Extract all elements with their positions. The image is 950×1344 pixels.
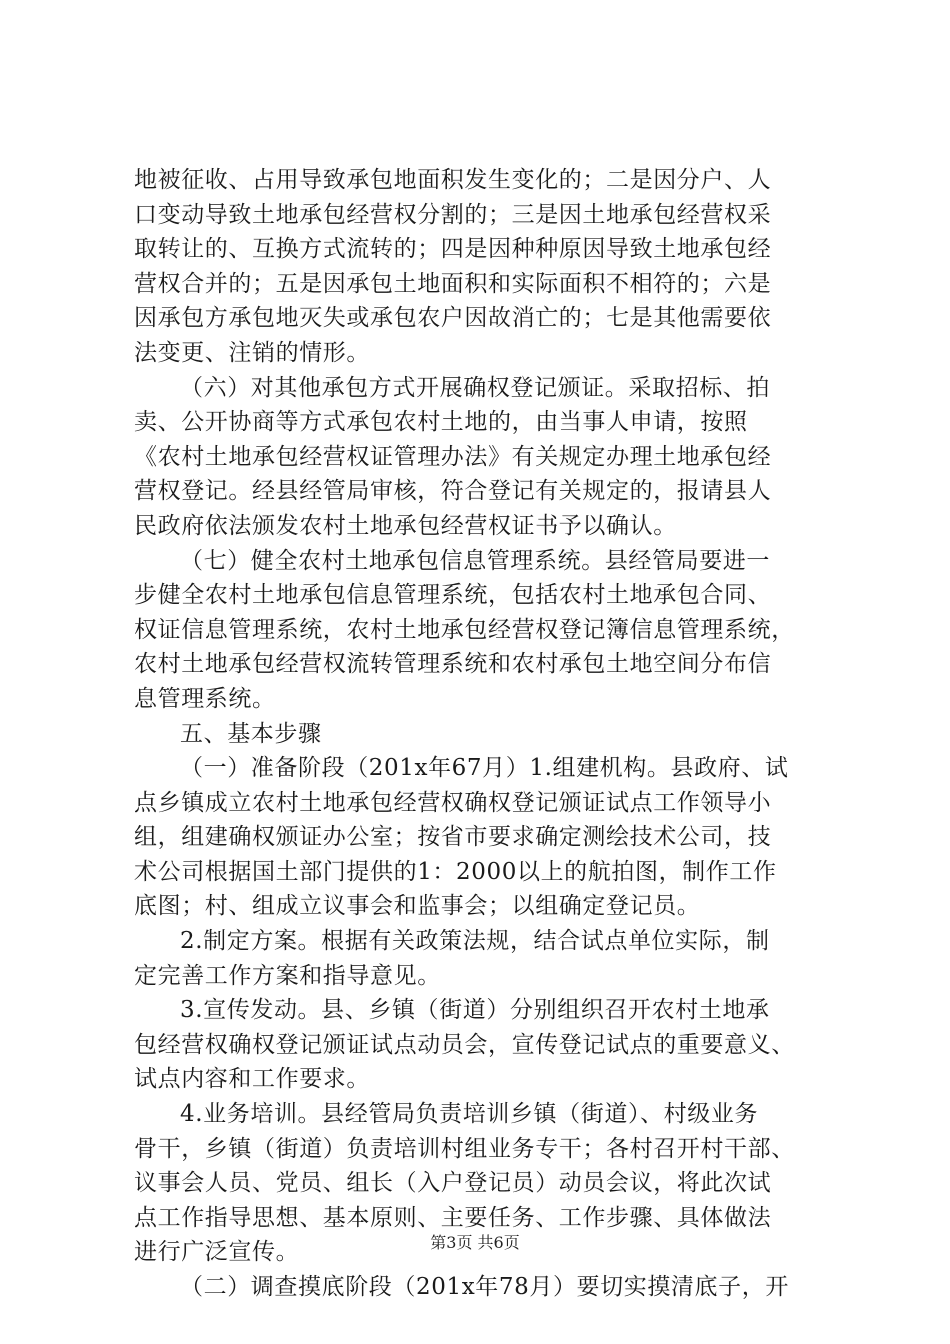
text-line: 骨干，乡镇（街道）负责培训村组业务专干；各村召开村干部、 bbox=[134, 1135, 795, 1162]
text-line: 术公司根据国土部门提供的1：2000以上的航拍图，制作工作 bbox=[134, 858, 777, 885]
text-line: 营权登记。经县经管局审核，符合登记有关规定的，报请县人 bbox=[134, 478, 772, 505]
text-line: 法变更、注销的情形。 bbox=[134, 339, 370, 366]
text-line: 包经营权确权登记颁证试点动员会，宣传登记试点的重要意义、 bbox=[134, 1031, 795, 1058]
text-line: 进行广泛宣传。 bbox=[134, 1239, 300, 1266]
text-line: 步健全农村土地承包信息管理系统，包括农村土地承包合同、 bbox=[134, 582, 772, 609]
text-line: 口变动导致土地承包经营权分割的；三是因土地承包经营权采 bbox=[134, 201, 772, 228]
text-line: 底图；村、组成立议事会和监事会；以组确定登记员。 bbox=[134, 893, 701, 920]
section-heading-6: （六）对其他承包方式开展确权登记颁证。采取招标、拍 bbox=[180, 374, 770, 401]
stage-heading-2: （二）调查摸底阶段（201x年78月）要切实摸清底子，开 bbox=[180, 1274, 789, 1300]
text-line: 因承包方承包地灭失或承包农户因故消亡的；七是其他需要依 bbox=[134, 305, 772, 332]
text-line: 息管理系统。 bbox=[134, 685, 276, 712]
step-item-4: 4.业务培训。县经管局负责培训乡镇（街道）、村级业务 bbox=[180, 1101, 759, 1128]
text-line: 试点内容和工作要求。 bbox=[134, 1066, 370, 1093]
text-line: 定完善工作方案和指导意见。 bbox=[134, 962, 441, 989]
text-line: 营权合并的；五是因承包土地面积和实际面积不相符的；六是 bbox=[134, 270, 772, 297]
chapter-heading: 五、基本步骤 bbox=[180, 720, 322, 747]
text-line: 《农村土地承包经营权证管理办法》有关规定办理土地承包经 bbox=[134, 443, 772, 470]
text-line: 点乡镇成立农村土地承包经营权确权登记颁证试点工作领导小 bbox=[134, 789, 772, 816]
step-item-3: 3.宣传发动。县、乡镇（街道）分别组织召开农村土地承 bbox=[180, 997, 770, 1024]
text-line: 组，组建确权颁证办公室；按省市要求确定测绘技术公司，技 bbox=[134, 824, 772, 851]
text-line: 点工作指导思想、基本原则、主要任务、工作步骤、具体做法 bbox=[134, 1204, 772, 1231]
text-line: 地被征收、占用导致承包地面积发生变化的；二是因分户、人 bbox=[134, 167, 772, 193]
text-line: 议事会人员、党员、组长（入户登记员）动员会议，将此次试 bbox=[134, 1170, 772, 1197]
step-item-2: 2.制定方案。根据有关政策法规，结合试点单位实际，制 bbox=[180, 928, 770, 955]
section-heading-7: （七）健全农村土地承包信息管理系统。县经管局要进一 bbox=[180, 547, 770, 574]
document-body bbox=[134, 163, 834, 1305]
text-line: 权证信息管理系统，农村土地承包经营权登记簿信息管理系统， bbox=[134, 616, 795, 643]
text-line: 农村土地承包经营权流转管理系统和农村承包土地空间分布信 bbox=[134, 651, 772, 678]
page-footer bbox=[0, 1233, 950, 1253]
text-line: 民政府依法颁发农村土地承包经营权证书予以确认。 bbox=[134, 512, 677, 539]
page-number: 第3页 共6页 bbox=[430, 1233, 520, 1252]
text-line: 卖、公开协商等方式承包农村土地的，由当事人申请，按照 bbox=[134, 409, 748, 436]
stage-heading-1: （一）准备阶段（201x年67月）1.组建机构。县政府、试 bbox=[180, 755, 789, 782]
text-line: 取转让的、互换方式流转的；四是因种种原因导致土地承包经 bbox=[134, 236, 772, 263]
